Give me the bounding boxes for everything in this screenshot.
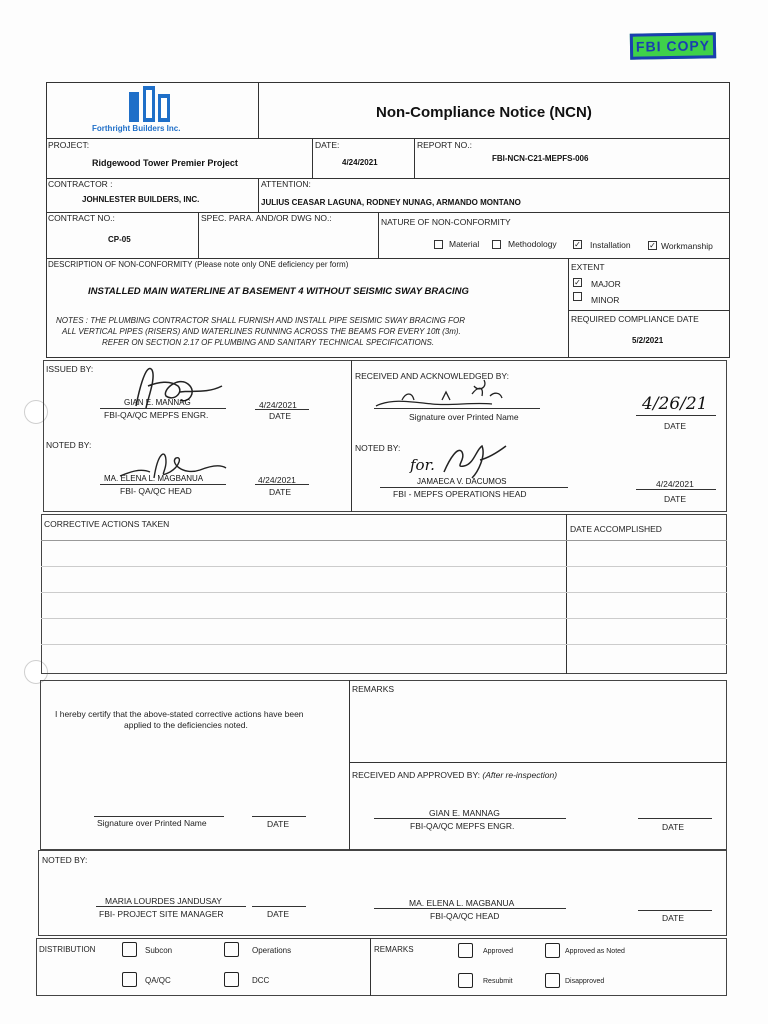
noted-bottom-right-name: MA. ELENA L. MAGBANUA	[409, 898, 515, 908]
certify-text-1: I hereby certify that the above-stated corrective actions have been	[55, 709, 304, 719]
approved-position: FBI-QA/QC MEPFS ENGR.	[410, 821, 515, 831]
approved-as-noted-label: Approved as Noted	[565, 948, 625, 955]
project-value: Ridgewood Tower Premier Project	[92, 158, 238, 168]
approved-label: RECEIVED AND APPROVED BY: (After re-inspection)	[352, 770, 558, 780]
approved-as-noted-checkbox[interactable]	[545, 943, 560, 958]
issued-by-position: FBI-QA/QC MEPFS ENGR.	[104, 410, 209, 420]
notes-line-1: NOTES : THE PLUMBING CONTRACTOR SHALL FURNISH AND INSTALL PIPE SEISMIC SWAY BRACING FOR	[56, 316, 465, 325]
subcon-label: Subcon	[145, 946, 173, 955]
noted-right-date-label: DATE	[664, 494, 687, 504]
fbi-copy-stamp: FBI COPY	[630, 32, 716, 59]
report-no-value: FBI-NCN-C21-MEPFS-006	[492, 154, 589, 163]
company-logo-icon	[125, 86, 180, 122]
certify-date-label: DATE	[267, 819, 290, 829]
contract-no-label: CONTRACT NO.:	[48, 213, 115, 223]
dcc-checkbox[interactable]	[224, 972, 239, 987]
noted-bottom-right-position: FBI-QA/QC HEAD	[430, 911, 500, 921]
issued-by-date-label: DATE	[269, 411, 292, 421]
installation-checkbox[interactable]: ✓	[574, 240, 581, 249]
contractor-value: JOHNLESTER BUILDERS, INC.	[82, 195, 200, 204]
issued-by-date: 4/24/2021	[259, 400, 297, 410]
noted-right-name: JAMAECA V. DACUMOS	[417, 477, 507, 486]
date-label: DATE:	[315, 140, 340, 150]
distribution-remarks-label: REMARKS	[374, 945, 414, 954]
certify-text-2: applied to the deficiencies noted.	[124, 720, 248, 730]
noted-left-name: MA. ELENA L. MAGBANUA	[104, 474, 204, 483]
received-sig-caption: Signature over Printed Name	[409, 412, 519, 422]
attention-value: JULIUS CEASAR LAGUNA, RODNEY NUNAG, ARMANDO MONTANO	[261, 198, 521, 207]
approved-status-label: Approved	[483, 948, 513, 955]
noted-left-label: NOTED BY:	[46, 440, 92, 450]
noted-left-date-label: DATE	[269, 487, 292, 497]
approved-checkbox[interactable]	[458, 943, 473, 958]
required-date-value: 5/2/2021	[632, 336, 664, 345]
approved-name: GIAN E. MANNAG	[429, 808, 500, 818]
received-date-label: DATE	[664, 421, 687, 431]
noted-bottom-left-name: MARIA LOURDES JANDUSAY	[105, 896, 222, 906]
issued-by-label: ISSUED BY:	[46, 364, 94, 374]
methodology-checkbox[interactable]	[492, 240, 501, 249]
received-date-handwritten: 4/26/21	[642, 394, 708, 414]
methodology-label: Methodology	[508, 239, 557, 249]
noted-right-signature	[440, 438, 510, 480]
form-title: Non-Compliance Notice (NCN)	[376, 104, 592, 121]
approved-date-label: DATE	[662, 822, 685, 832]
subcon-checkbox[interactable]	[122, 942, 137, 957]
report-no-label: REPORT NO.:	[417, 140, 472, 150]
description-value: INSTALLED MAIN WATERLINE AT BASEMENT 4 WITHOUT SEISMIC SWAY BRACING	[88, 286, 469, 297]
minor-label: MINOR	[591, 295, 620, 305]
extent-label: EXTENT	[571, 262, 605, 272]
contractor-label: CONTRACTOR :	[48, 179, 113, 189]
noted-left-date: 4/24/2021	[258, 475, 296, 485]
major-checkbox[interactable]: ✓	[574, 278, 581, 287]
project-label: PROJECT:	[48, 140, 90, 150]
contract-no-value: CP-05	[108, 235, 131, 244]
nature-label: NATURE OF NON-CONFORMITY	[381, 217, 511, 227]
certify-sig-caption: Signature over Printed Name	[97, 818, 207, 828]
dcc-label: DCC	[252, 976, 270, 985]
noted-bottom-left-date: DATE	[267, 909, 290, 919]
resubmit-label: Resubmit	[483, 978, 513, 985]
resubmit-checkbox[interactable]	[458, 973, 473, 988]
date-value: 4/24/2021	[342, 158, 378, 167]
minor-checkbox[interactable]	[573, 292, 582, 301]
issued-by-name: GIAN E. MANNAG	[124, 398, 191, 407]
operations-label: Operations	[252, 946, 292, 955]
material-checkbox[interactable]	[434, 240, 443, 249]
noted-left-position: FBI- QA/QC HEAD	[120, 486, 192, 496]
disapproved-label: Disapproved	[565, 978, 605, 985]
description-label: DESCRIPTION OF NON-CONFORMITY (Please note only ONE deficiency per form)	[48, 260, 349, 269]
noted-bottom-section	[38, 850, 727, 936]
notes-line-3: REFER ON SECTION 2.17 OF PLUMBING AND SANITARY TECHNICAL SPECIFICATIONS.	[102, 338, 435, 347]
spec-label: SPEC. PARA. AND/OR DWG NO.:	[201, 213, 332, 223]
corrective-actions-label: CORRECTIVE ACTIONS TAKEN	[44, 519, 170, 529]
noted-right-position: FBI - MEPFS OPERATIONS HEAD	[393, 489, 527, 499]
noted-right-label: NOTED BY:	[355, 443, 401, 453]
received-label: RECEIVED AND ACKNOWLEDGED BY:	[355, 371, 509, 381]
installation-label: Installation	[590, 240, 631, 250]
material-label: Material	[449, 239, 480, 249]
notes-line-2: ALL VERTICAL PIPES (RISERS) AND WATERLINES RUNNING ACROSS THE BEAMS FOR EVERY 10ft (3m).	[62, 327, 461, 336]
noted-right-date: 4/24/2021	[656, 479, 694, 489]
distribution-label: DISTRIBUTION	[39, 945, 96, 954]
attention-label: ATTENTION:	[261, 179, 311, 189]
noted-bottom-left-position: FBI- PROJECT SITE MANAGER	[99, 909, 224, 919]
date-accomplished-label: DATE ACCOMPLISHED	[570, 524, 662, 534]
noted-bottom-right-date: DATE	[662, 913, 685, 923]
major-label: MAJOR	[591, 279, 621, 289]
company-name: Forthright Builders Inc.	[92, 124, 181, 133]
operations-checkbox[interactable]	[224, 942, 239, 957]
remarks-label: REMARKS	[352, 684, 395, 694]
workmanship-label: Workmanship	[661, 241, 713, 251]
noted-bottom-label: NOTED BY:	[42, 855, 88, 865]
noted-right-sig-text: for.	[410, 456, 435, 474]
workmanship-checkbox[interactable]: ✓	[649, 241, 656, 250]
disapproved-checkbox[interactable]	[545, 973, 560, 988]
required-date-label: REQUIRED COMPLIANCE DATE	[571, 314, 699, 324]
corrective-actions-section	[41, 514, 727, 674]
qaqc-checkbox[interactable]	[122, 972, 137, 987]
qaqc-label: QA/QC	[145, 976, 171, 985]
